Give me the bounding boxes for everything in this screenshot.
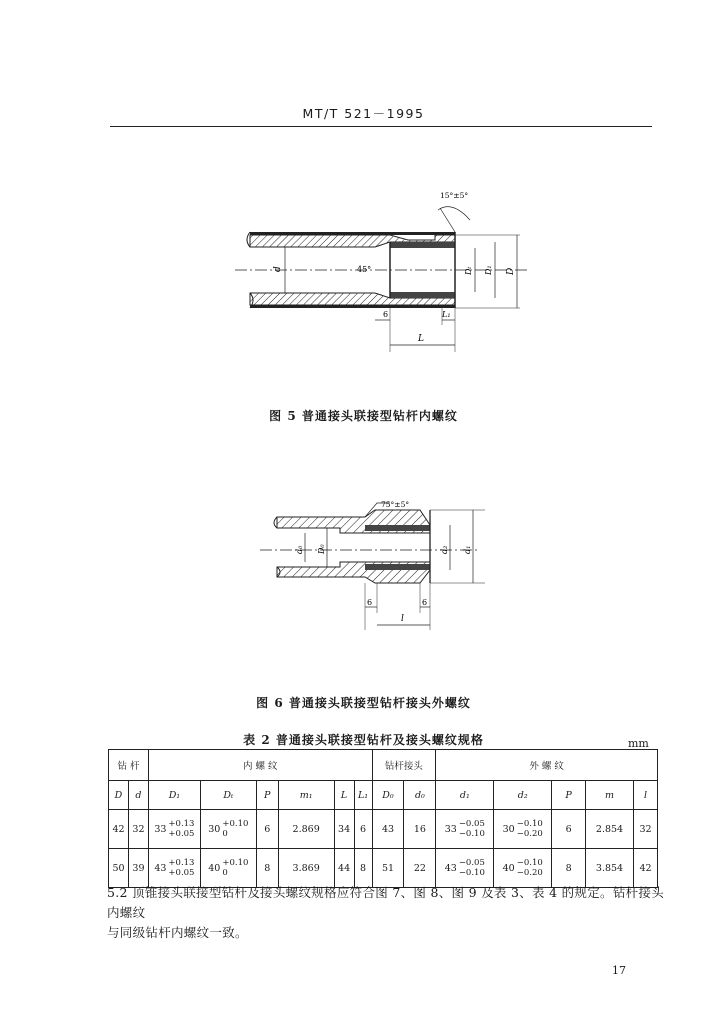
cell-D1-upper: +0.13 — [168, 858, 195, 868]
fig5-thread-top — [390, 242, 455, 248]
fig5-top-edge — [250, 232, 455, 235]
fig6-label-6-left: 6 — [367, 598, 373, 607]
cell-d2-base: 40 — [502, 862, 515, 874]
col-header: Dₜ — [200, 781, 256, 810]
cell-d: 39 — [128, 849, 148, 888]
cell-d1-upper: −0.05 — [458, 819, 485, 829]
cell-P2: 8 — [552, 849, 586, 888]
cell-l: 42 — [633, 849, 657, 888]
fig6-thread-top — [365, 525, 430, 531]
cell-d1-lower: −0.10 — [458, 829, 485, 839]
clause-5-2-line1: 5.2 顶锥接头联接型钻杆及接头螺纹规格应符合图 7、图 8、图 9 及表 3、表 4 的规定。钻杆接头内螺纹 — [107, 885, 665, 920]
col-header: d₀ — [404, 781, 436, 810]
cell-Dt-lower: 0 — [222, 868, 228, 878]
cell-L1: 6 — [354, 810, 372, 849]
page-number: 17 — [612, 964, 626, 977]
cell-L1: 8 — [354, 849, 372, 888]
cell-d2-upper: −0.10 — [516, 819, 543, 829]
cell-d0: 22 — [404, 849, 436, 888]
cell-l: 32 — [633, 810, 657, 849]
spec-table — [108, 749, 658, 888]
cell-L: 34 — [334, 810, 354, 849]
header-drill-rod: 钻 杆 — [109, 750, 149, 781]
table-2-caption: 表 2 普通接头联接型钻杆及接头螺纹规格 — [243, 733, 484, 747]
cell-D: 50 — [109, 849, 129, 888]
cell-D1 — [148, 810, 200, 849]
cell-d2 — [494, 849, 552, 888]
fig5-label-L: L — [418, 334, 424, 344]
fig5-label-6: 6 — [383, 310, 389, 319]
fig6-label-angle: 75°±5° — [381, 500, 410, 509]
cell-d1-base: 43 — [444, 862, 457, 874]
table-unit: mm — [628, 737, 649, 750]
col-header: d₂ — [494, 781, 552, 810]
cell-P: 6 — [256, 810, 278, 849]
fig6-label-d2: d₂ — [440, 545, 449, 554]
cell-D0: 43 — [372, 810, 404, 849]
cell-d2 — [494, 810, 552, 849]
standard-number: MT/T 521－1995 — [302, 106, 425, 121]
col-header: D — [109, 781, 129, 810]
cell-d2-upper: −0.10 — [516, 858, 543, 868]
cell-D: 42 — [109, 810, 129, 849]
figure-6-drawing — [255, 495, 495, 635]
cell-d0: 16 — [404, 810, 436, 849]
fig5-thread-bottom — [390, 292, 455, 298]
cell-d2-base: 30 — [502, 823, 515, 835]
cell-Dt-upper: +0.10 — [222, 819, 249, 829]
header-joint: 钻杆接头 — [372, 750, 436, 781]
cell-d1 — [436, 849, 494, 888]
cell-d1 — [436, 810, 494, 849]
fig5-angle-arc — [438, 207, 470, 220]
table-row — [109, 849, 658, 888]
cell-D1-lower: +0.05 — [168, 829, 195, 839]
fig5-label-L1: L₁ — [442, 310, 451, 319]
col-header: P — [552, 781, 586, 810]
cell-d2-lower: −0.20 — [516, 868, 543, 878]
fig5-label-d: d — [273, 266, 283, 272]
cell-D1-upper: +0.13 — [168, 819, 195, 829]
cell-m: 3.854 — [586, 849, 634, 888]
cell-Dt-base: 30 — [208, 823, 221, 835]
cell-L: 44 — [334, 849, 354, 888]
cell-m1: 2.869 — [278, 810, 334, 849]
cell-d2-lower: −0.20 — [516, 829, 543, 839]
cell-D1-lower: +0.05 — [168, 868, 195, 878]
fig5-angle-line — [440, 208, 455, 232]
cell-m1: 3.869 — [278, 849, 334, 888]
figure-5-caption: 图 5 普通接头联接型钻杆内螺纹 — [269, 409, 458, 423]
fig5-label-angle: 15°±5° — [440, 191, 469, 200]
cell-m: 2.854 — [586, 810, 634, 849]
col-header: P — [256, 781, 278, 810]
clause-5-2-line2: 与同级钻杆内螺纹一致。 — [107, 925, 248, 940]
cell-D0: 51 — [372, 849, 404, 888]
cell-Dt — [200, 849, 256, 888]
cell-d: 32 — [128, 810, 148, 849]
cell-Dt-base: 40 — [208, 862, 221, 874]
figure-6-caption: 图 6 普通接头联接型钻杆接头外螺纹 — [256, 696, 471, 710]
cell-Dt — [200, 810, 256, 849]
col-header: d₁ — [436, 781, 494, 810]
cell-Dt-lower: 0 — [222, 829, 228, 839]
fig6-label-6-right: 6 — [422, 598, 428, 607]
figure-5-drawing — [230, 180, 540, 360]
cell-d1-base: 33 — [444, 823, 457, 835]
header-rule — [110, 126, 652, 127]
cell-D1 — [148, 849, 200, 888]
cell-d1-lower: −0.10 — [458, 868, 485, 878]
clause-5-2 — [107, 883, 667, 943]
fig5-label-D1: D₁ — [484, 265, 493, 275]
fig5-label-D: D — [506, 267, 516, 275]
col-header: m₁ — [278, 781, 334, 810]
cell-D1-base: 33 — [154, 823, 167, 835]
fig5-label-Dt: Dₜ — [464, 266, 473, 275]
col-header: D₁ — [148, 781, 200, 810]
col-header: d — [128, 781, 148, 810]
fig6-label-l: l — [401, 614, 404, 624]
cell-P2: 6 — [552, 810, 586, 849]
col-header: L — [334, 781, 354, 810]
cell-P: 8 — [256, 849, 278, 888]
col-header: l — [633, 781, 657, 810]
col-header: D₀ — [372, 781, 404, 810]
fig5-bottom-edge — [250, 305, 455, 308]
col-header: m — [586, 781, 634, 810]
fig6-label-d0: d₀ — [295, 545, 304, 554]
fig5-label-45: 45° — [357, 265, 372, 274]
header-external-thread: 外 螺 纹 — [436, 750, 658, 781]
table-row — [109, 810, 658, 849]
fig6-label-d1: d₁ — [463, 545, 472, 554]
fig6-thread-bottom — [365, 564, 430, 570]
fig6-label-D0: D₀ — [317, 544, 326, 554]
header-internal-thread: 内 螺 纹 — [148, 750, 372, 781]
cell-Dt-upper: +0.10 — [222, 858, 249, 868]
cell-d1-upper: −0.05 — [458, 858, 485, 868]
cell-D1-base: 43 — [154, 862, 167, 874]
col-header: L₁ — [354, 781, 372, 810]
